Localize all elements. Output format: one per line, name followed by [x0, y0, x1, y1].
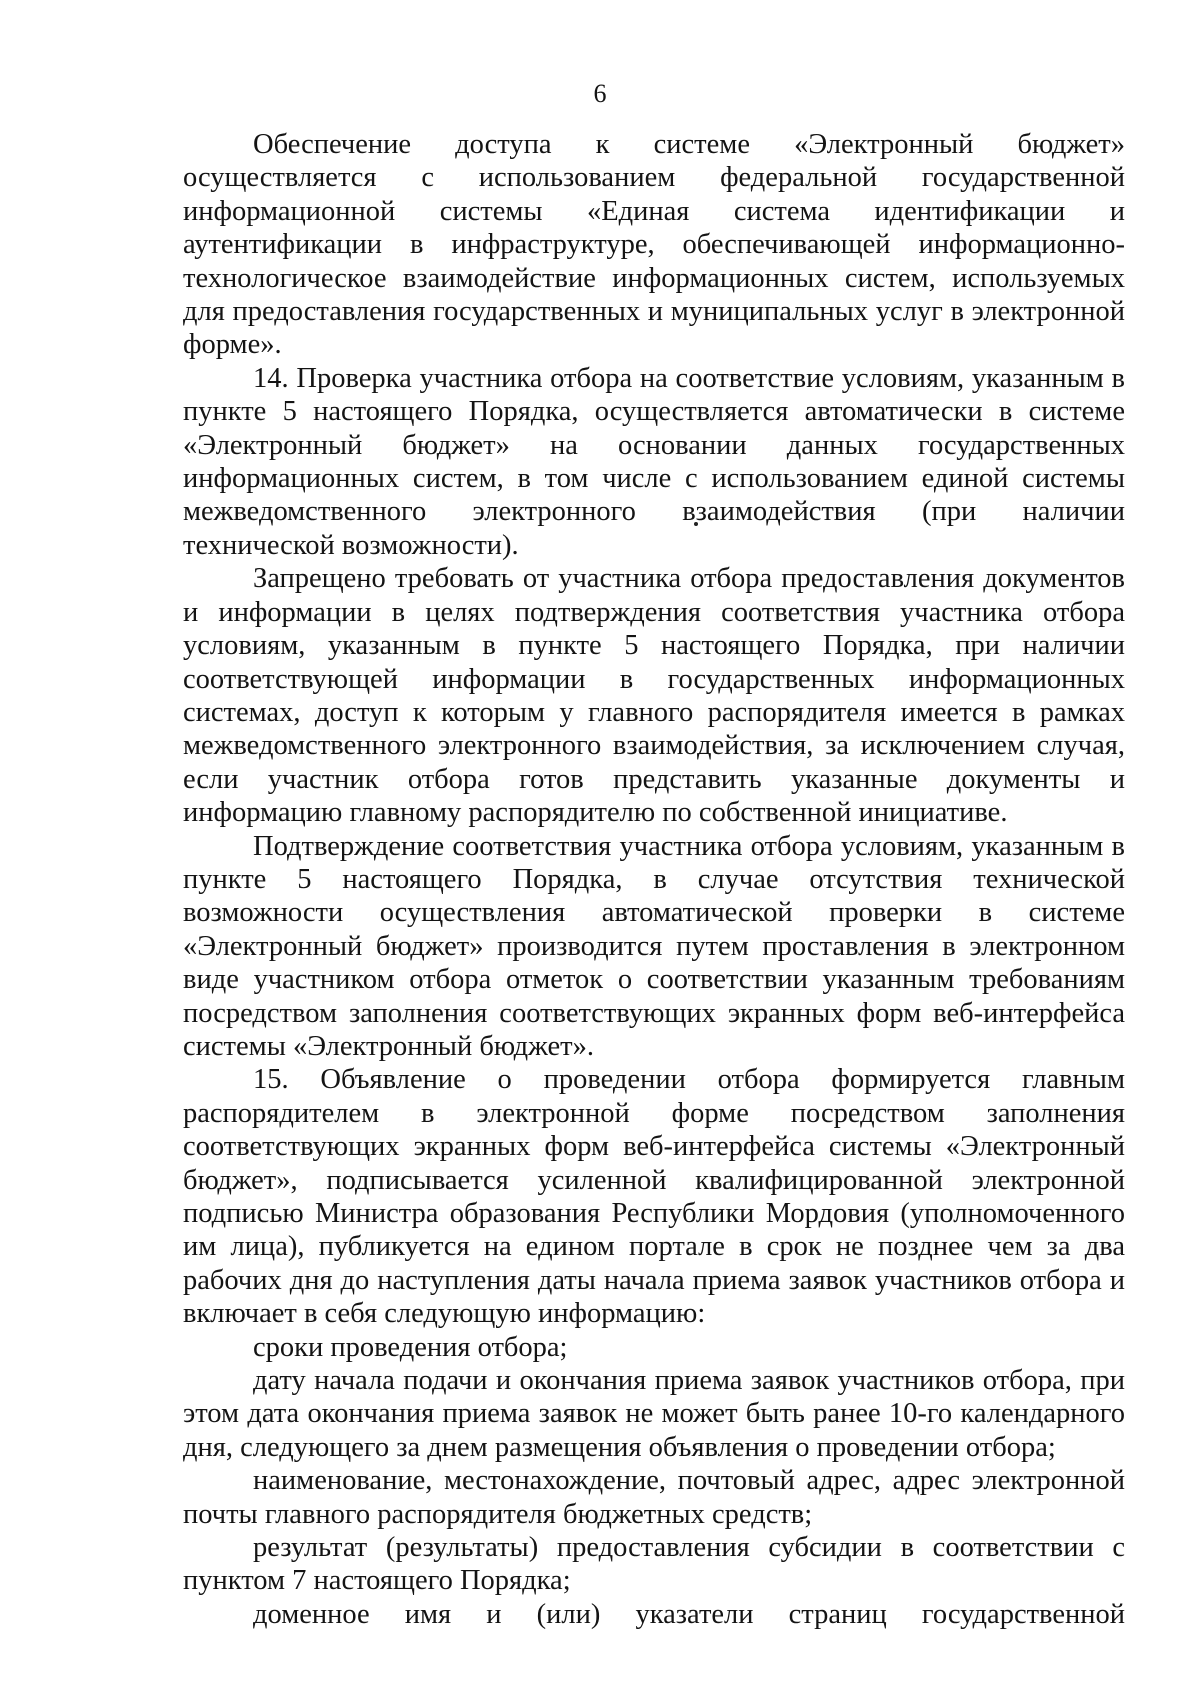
list-item-distributor-contacts: наименование, местонахождение, почтовый адрес, адрес электронной почты главного распорядителя бюджетных средств; — [183, 1465, 1125, 1530]
paragraph-compliance-confirmation: Подтверждение соответствия участника отбора условиям, указанным в пункте 5 настоящего Порядка, в случае отсутствия технической возможности осуществления автоматической проверки в системе «Электронный бюджет» производится путем проставления в электронном виде участником отбора отметок о соответствии указанным требованиям посредством заполнения соответствующих экранных форм веб-интерфейса системы «Электронный бюджет». — [183, 830, 1125, 1062]
list-item-selection-terms: сроки проведения отбора; — [253, 1331, 568, 1363]
list-item-subsidy-results: результат (результаты) предоставления субсидии в соответствии с пунктом 7 настоящего Порядка; — [183, 1532, 1125, 1597]
document-body — [183, 128, 1125, 1631]
paragraph-15-announcement: 15. Объявление о проведении отбора формируется главным распорядителем в электронной форме посредством заполнения соответствующих экранных форм веб-интерфейса системы «Электронный бюджет», подписывается усиленной квалифицированной электронной подписью Министра образования Республики Мордовия (уполномоченного им лица), публикуется на едином портале в срок не позднее чем за два рабочих дня до наступления даты начала приема заявок участников отбора и включает в себя следующую информацию: — [183, 1064, 1125, 1330]
page-number: 6 — [593, 79, 607, 108]
paragraph-14-verification: 14. Проверка участника отбора на соответствие условиям, указанным в пункте 5 настоящего Порядка, осуществляется автоматически в системе «Электронный бюджет» на основании данных государственных информационных систем, в том числе с использованием единой системы межведомственного электронного взаимодействия (при наличии технической возможности). — [183, 362, 1125, 561]
list-item-domain-name: доменное имя и (или) указатели страниц государственной — [253, 1598, 1125, 1630]
paragraph-document-request-prohibited: Запрещено требовать от участника отбора предоставления документов и информации в целях подтверждения соответствия участника отбора условиям, указанным в пункте 5 настоящего Порядка, при наличии соответствующей информации в государственных информационных системах, доступ к которым у главного распорядителя имеется в рамках межведомственного электронного взаимодействия, за исключением случая, если участник отбора готов представить указанные документы и информацию главному распорядителю по собственной инициативе. — [183, 563, 1125, 829]
paragraph-esia-access: Обеспечение доступа к системе «Электронный бюджет» осуществляется с использованием федеральной государственной информационной системы «Единая система идентификации и аутентификации в инфраструктуре, обеспечивающей информационно-технологическое взаимодействие информационных систем, используемых для предоставления государственных и муниципальных услуг в электронной форме». — [183, 129, 1125, 361]
list-item-application-dates: дату начала подачи и окончания приема заявок участников отбора, при этом дата окончания приема заявок не может быть ранее 10-го календарного дня, следующего за днем размещения объявления о проведении отбора; — [183, 1365, 1125, 1463]
